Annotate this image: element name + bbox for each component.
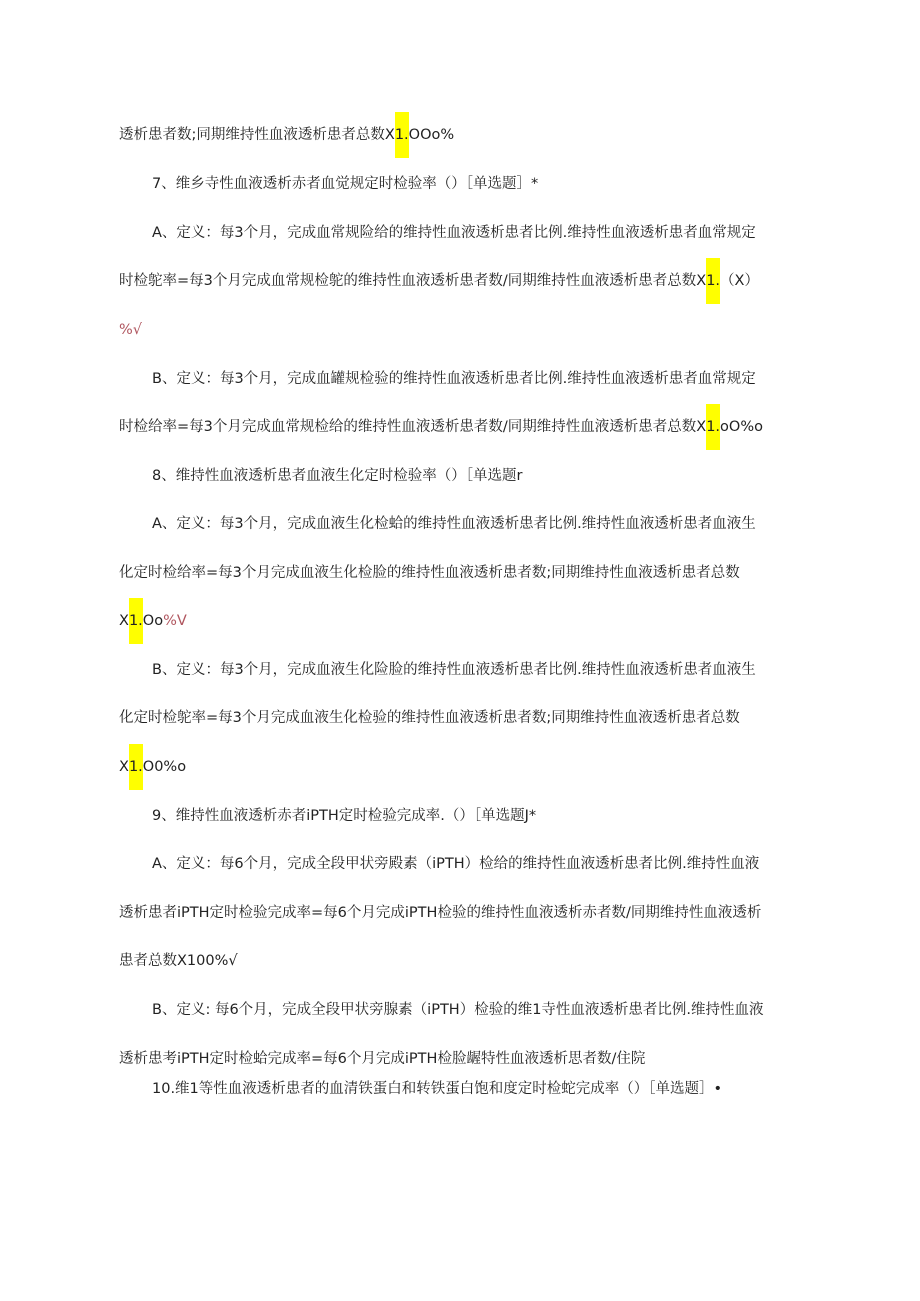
- answer-mark: %V: [163, 613, 187, 629]
- question-text: 10.维1等性血液透析患者的血清铁蛋白和转铁蛋白饱和度定时检蛇完成率（）［单选题］•: [152, 1081, 723, 1097]
- line-text-tail: OOo%: [408, 127, 455, 143]
- option-text: X: [119, 613, 129, 629]
- question-text: 7、维乡寺性血液透析赤者血觉规定时检验率（）［单选题］*: [152, 176, 539, 192]
- option-text: X: [119, 759, 129, 775]
- option-text: 化定时检鸵率=每3个月完成血液生化检验的维持性血液透析患者数;同期维持性血液透析患者总数: [119, 710, 740, 726]
- option-text: 化定时检给率=每3个月完成血液生化检脸的维持性血液透析患者数;同期维持性血液透析患者总数: [119, 565, 740, 581]
- question-9: [152, 806, 536, 826]
- q7-option-b-line-2: [119, 417, 763, 437]
- q7-option-a-line-1: [152, 223, 756, 243]
- option-text: A、定义：每3个月，完成血液生化检蛤的维持性血液透析患者比例.维持性血液透析患者血液生: [152, 516, 756, 532]
- text-line-1: [119, 125, 454, 145]
- option-text-tail: oO%o: [720, 419, 763, 435]
- q7-option-a-line-3: [119, 320, 142, 340]
- q8-option-b-line-3: [119, 757, 186, 777]
- q8-option-b-line-2: [119, 708, 740, 728]
- highlighted-text: 1.: [706, 258, 720, 304]
- q7-option-b-line-1: [152, 369, 756, 389]
- q8-option-a-line-2: [119, 563, 740, 583]
- q9-option-a-line-2: [119, 903, 761, 923]
- q8-option-a-line-3: [119, 611, 187, 631]
- q8-option-b-line-1: [152, 660, 756, 680]
- highlighted-text: 1.: [395, 112, 409, 158]
- q9-option-a-line-3: [119, 951, 238, 971]
- option-text: B、定义：每3个月，完成血罐规检验的维持性血液透析患者比例.维持性血液透析患者血常规定: [152, 371, 756, 387]
- option-text: 时检给率=每3个月完成血常规检给的维持性血液透析患者数/同期维持性血液透析患者总数X: [119, 419, 707, 435]
- question-text: 8、维持性血液透析患者血液生化定时检验率（）［单选题r: [152, 468, 523, 484]
- q7-option-a-line-2: [119, 271, 759, 291]
- highlighted-text: 1.: [706, 404, 720, 450]
- option-text: 时检鸵率=每3个月完成血常规检鸵的维持性血液透析患者数/同期维持性血液透析患者总数X: [119, 273, 707, 289]
- question-text: 9、维持性血液透析赤者iPTH定时检验完成率.（）［单选题J*: [152, 808, 537, 824]
- q8-option-a-line-1: [152, 514, 756, 534]
- answer-mark: %√: [119, 322, 143, 338]
- option-text: 患者总数X100%√: [119, 953, 238, 969]
- highlighted-text: 1.: [129, 744, 143, 790]
- option-text: A、定义：每3个月，完成血常规险给的维持性血液透析患者比例.维持性血液透析患者血常规定: [152, 225, 756, 241]
- question-10: [152, 1079, 722, 1099]
- question-7: [152, 174, 538, 194]
- line-text: 透析患者数;同期维持性血液透析患者总数X: [119, 127, 395, 143]
- option-text-tail: （X）: [720, 273, 759, 289]
- option-text: B、定义: 每6个月，完成全段甲状旁腺素（iPTH）检验的维1寺性血液透析患者比例.维持性血液: [152, 1002, 764, 1018]
- option-text: 透析患者iPTH定时检验完成率=每6个月完成iPTH检验的维持性血液透析赤者数/同期维持性血液透析: [119, 905, 762, 921]
- option-text: 透析患考iPTH定时检蛤完成率=每6个月完成iPTH检脸龌特性血液透析思者数/住院: [119, 1051, 646, 1067]
- q9-option-b-line-1: [152, 1000, 764, 1020]
- q9-option-b-line-2: [119, 1049, 645, 1069]
- highlighted-text: 1.: [129, 598, 143, 644]
- option-text-tail: Oo: [142, 613, 164, 629]
- question-8: [152, 466, 522, 486]
- q9-option-a-line-1: [152, 854, 759, 874]
- option-text: B、定义：每3个月，完成血液生化险脸的维持性血液透析患者比例.维持性血液透析患者血液生: [152, 662, 756, 678]
- option-text-tail: O0%o: [142, 759, 187, 775]
- option-text: A、定义：每6个月，完成全段甲状旁殿素（iPTH）检给的维持性血液透析患者比例.维持性血液: [152, 856, 760, 872]
